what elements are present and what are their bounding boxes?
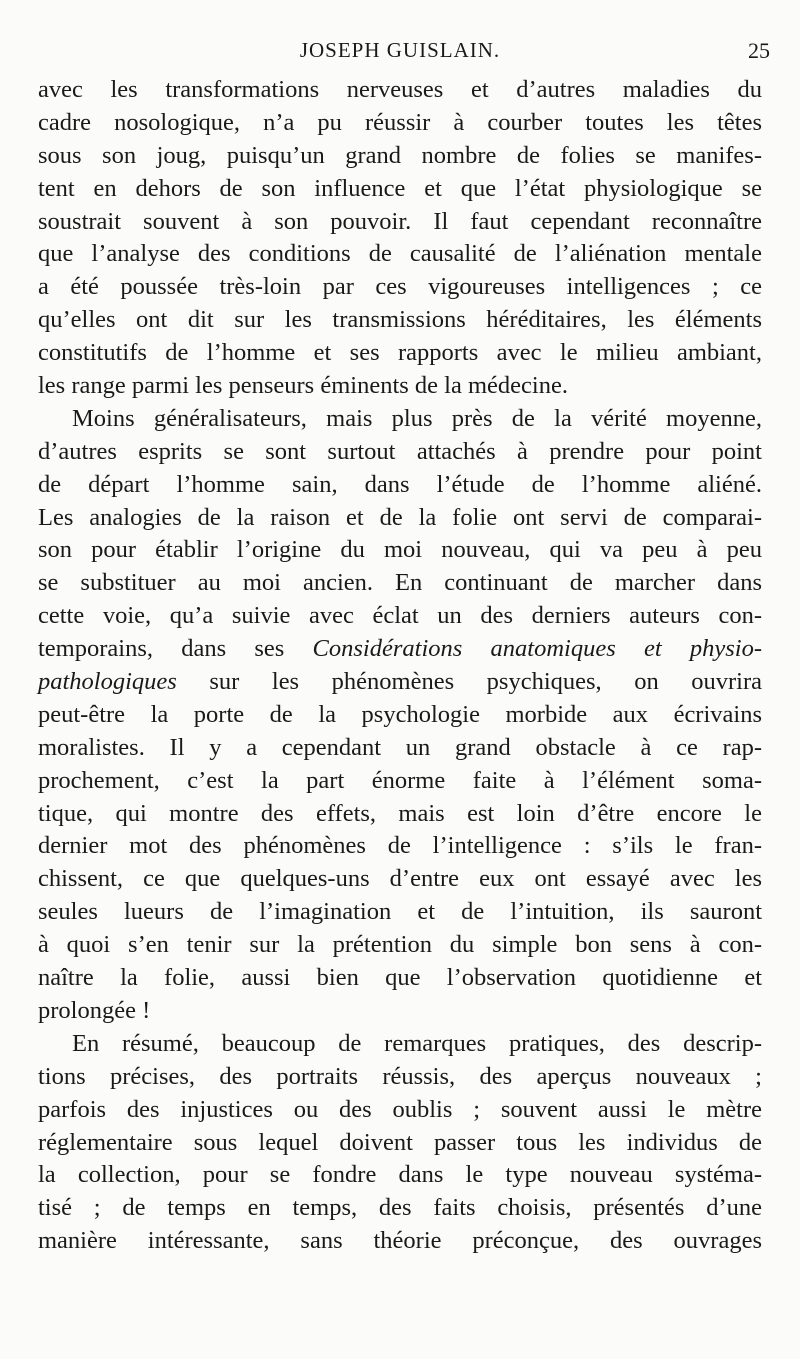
text-line: peut-être la porte de la psychologie morbide aux écrivains xyxy=(38,700,762,728)
text-line: En résumé, beaucoup de remarques pratiques, des descrip- xyxy=(72,1029,762,1057)
page-header xyxy=(0,38,800,66)
text-line: cette voie, qu’a suivie avec éclat un des derniers auteurs con- xyxy=(38,602,762,630)
text-line: d’autres esprits se sont surtout attachés à prendre pour point xyxy=(38,437,762,465)
text-line: se substituer au moi ancien. En continuant de marcher dans xyxy=(38,569,762,597)
paragraph xyxy=(38,74,762,403)
text-line: de départ l’homme sain, dans l’étude de l’homme aliéné. xyxy=(38,470,762,498)
text-line: moralistes. Il y a cependant un grand obstacle à ce rap- xyxy=(38,733,762,761)
text-line: sous son joug, puisqu’un grand nombre de folies se manifes- xyxy=(38,141,762,169)
text-line: tique, qui montre des effets, mais est loin d’être encore le xyxy=(38,799,762,827)
text-line: réglementaire sous lequel doivent passer tous les individus de xyxy=(38,1128,762,1156)
text-line: Moins généralisateurs, mais plus près de la vérité moyenne, xyxy=(72,404,762,432)
text-line: cadre nosologique, n’a pu réussir à courber toutes les têtes xyxy=(38,108,762,136)
text-line-with-italic: pathologiques sur les phénomènes psychiques, on ouvrira xyxy=(38,668,762,696)
text-line: prochement, c’est la part énorme faite à l’élément soma- xyxy=(38,766,762,794)
text-line: soustrait souvent à son pouvoir. Il faut cependant reconnaître xyxy=(38,207,762,235)
italic-title: Considérations anatomiques et physio- xyxy=(312,635,763,663)
text-line: les range parmi les penseurs éminents de la médecine. xyxy=(38,372,568,400)
text-line: que l’analyse des conditions de causalité de l’aliénation mentale xyxy=(38,240,762,268)
text-line: a été poussée très-loin par ces vigoureuses intelligences ; ce xyxy=(38,273,762,301)
text-line: tisé ; de temps en temps, des faits choisis, présentés d’une xyxy=(38,1194,762,1222)
text-line: avec les transformations nerveuses et d’autres maladies du xyxy=(38,76,762,103)
paragraph xyxy=(38,403,762,1028)
text-line-with-italic: temporains, dans ses Considérations anatomiques et physio- xyxy=(38,635,763,663)
text-line: dernier mot des phénomènes de l’intelligence : s’ils le fran- xyxy=(38,832,762,860)
paragraph xyxy=(38,1028,762,1258)
italic-title: pathologiques xyxy=(38,668,177,696)
text-line: parfois des injustices ou des oublis ; souvent aussi le mètre xyxy=(38,1095,762,1123)
page-number: 25 xyxy=(748,38,770,63)
text-line: Les analogies de la raison et de la folie ont servi de comparai- xyxy=(38,503,762,531)
text-line: la collection, pour se fondre dans le type nouveau systéma- xyxy=(38,1161,762,1189)
text-line: constitutifs de l’homme et ses rapports avec le milieu ambiant, xyxy=(38,339,762,367)
body-text xyxy=(38,74,762,1258)
text-line: prolongée ! xyxy=(38,996,151,1024)
text-line: tions précises, des portraits réussis, des aperçus nouveaux ; xyxy=(38,1062,762,1090)
text-line: seules lueurs de l’imagination et de l’intuition, ils sauront xyxy=(38,898,762,926)
text-line: tent en dehors de son influence et que l’état physiologique se xyxy=(38,174,762,202)
text-line: naître la folie, aussi bien que l’observation quotidienne et xyxy=(38,964,762,992)
text-line: à quoi s’en tenir sur la prétention du simple bon sens à con- xyxy=(38,931,762,959)
text-line: manière intéressante, sans théorie préconçue, des ouvrages xyxy=(38,1227,762,1255)
text-line: son pour établir l’origine du moi nouveau, qui va peu à peu xyxy=(38,536,762,564)
running-head: JOSEPH GUISLAIN. xyxy=(299,38,501,62)
text-line: chissent, ce que quelques-uns d’entre eux ont essayé avec les xyxy=(38,865,762,893)
text-line: qu’elles ont dit sur les transmissions héréditaires, les éléments xyxy=(38,306,762,334)
